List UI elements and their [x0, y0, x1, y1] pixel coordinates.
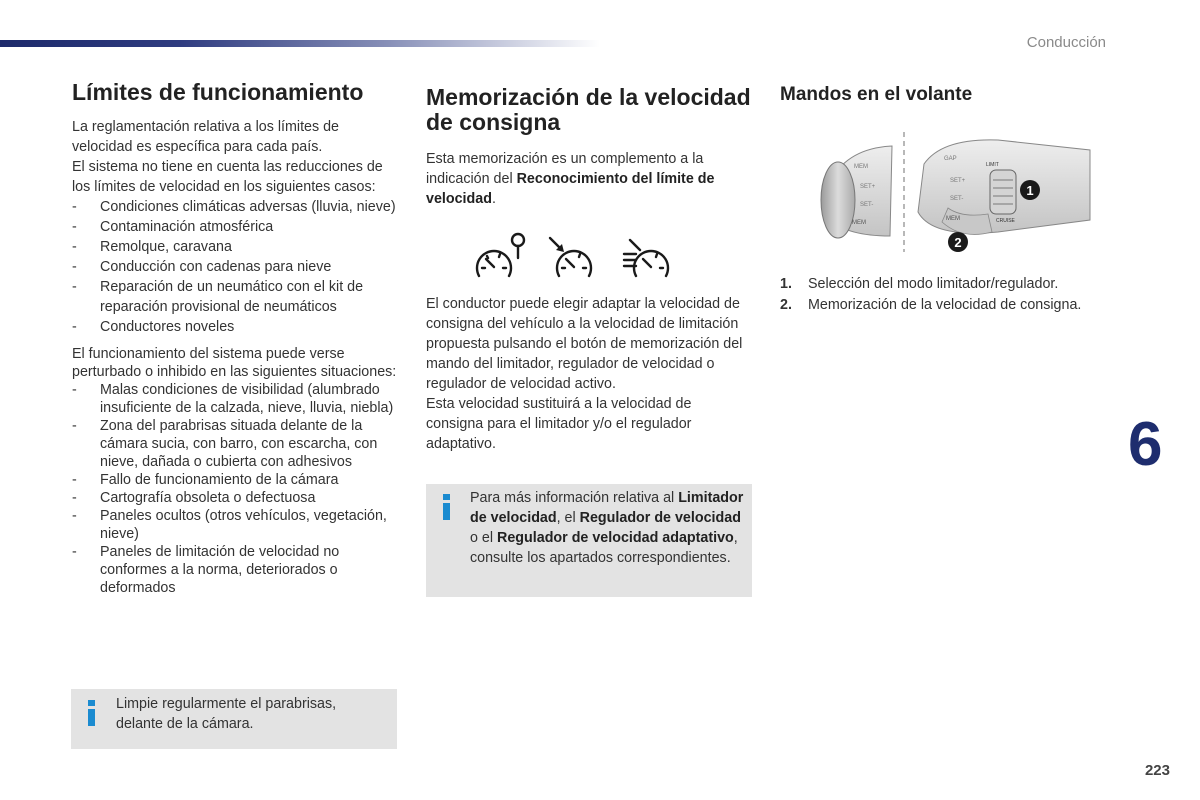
steering-controls-legend — [780, 274, 1120, 316]
list-item: - Zona del parabrisas situada delante de la cámara sucia, con barro, con escarcha, con nieve, dañada o cubierta con adhesivos — [72, 418, 378, 470]
label-gap: GAP — [944, 156, 957, 162]
heading-limits: Límites de funcionamiento — [72, 79, 364, 105]
paragraph-driver-choice: El conductor puede elegir adaptar la velocidad de consigna del vehículo a la velocidad de limitación propuesta pulsando el botón de memorización del mando del limitador, regulador de velocidad o regulador de velocidad activo. — [426, 296, 743, 392]
note-text: Limpie regularmente el parabrisas, delante de la cámara. — [116, 696, 337, 732]
paragraph-complement: Esta memorización es un complemento a la indicación del Reconocimiento del límite de velocidad. — [426, 151, 715, 207]
speed-limiter-icon — [477, 234, 524, 276]
paragraph-reductions: El sistema no tiene en cuenta las reducciones de los límites de velocidad en los siguientes casos: — [72, 159, 383, 195]
label-mem-bottom-left: MEM — [852, 220, 866, 226]
label-mem-left: MEM — [854, 164, 868, 170]
label-set-minus-left: SET- — [860, 202, 874, 208]
list-item: - Malas condiciones de visibilidad (alumbrado insuficiente de la calzada, nieve, lluvia, niebla) — [72, 382, 394, 416]
paragraph-regulation: La reglamentación relativa a los límites de velocidad es específica para cada país. — [72, 119, 340, 155]
heading-memorization: Memorización de la velocidad de consigna — [426, 84, 751, 135]
list-reduction-cases — [72, 197, 397, 337]
adaptive-cruise-control-icon — [624, 240, 668, 276]
list-disturbance-cases — [72, 381, 397, 597]
list-item: - Reparación de un neumático con el kit de reparación provisional de neumáticos — [72, 279, 364, 315]
list-item: - Conductores noveles — [72, 319, 235, 335]
label-mem-right: MEM — [946, 216, 960, 222]
svg-text:2: 2 — [954, 235, 962, 250]
note-box-windshield — [71, 689, 397, 749]
cruise-control-icon — [550, 238, 591, 276]
label-limit: LIMIT — [986, 162, 999, 168]
legend-item-1: 1. Selección del modo limitador/regulador. — [780, 276, 1059, 292]
header-gradient-bar — [0, 40, 600, 47]
list-item: - Remolque, caravana — [72, 239, 232, 255]
note-box-more-info — [426, 484, 752, 597]
note-text: Para más información relativa al Limitador de velocidad, el Regulador de velocidad o el Regulador de velocidad adaptativo, consulte los apartados correspondientes. — [470, 490, 744, 566]
legend-item-2: 2. Memorización de la velocidad de consigna. — [780, 297, 1082, 313]
column-steering-controls — [780, 80, 1120, 106]
section-title: Conducción — [1026, 34, 1106, 51]
label-set-plus-left: SET+ — [860, 184, 876, 190]
label-set-plus-right: SET+ — [950, 178, 966, 184]
callout-2 — [948, 232, 968, 252]
label-cruise: CRUISE — [996, 218, 1015, 224]
steering-wheel-controls-illustration — [812, 128, 1094, 254]
heading-steering-controls: Mandos en el volante — [780, 84, 973, 105]
list-item: - Condiciones climáticas adversas (lluvia, nieve) — [72, 199, 396, 215]
svg-text:1: 1 — [1026, 183, 1034, 198]
memorization-body — [426, 294, 752, 454]
list-item: - Paneles ocultos (otros vehículos, vegetación, nieve) — [72, 508, 387, 542]
list-item: - Conducción con cadenas para nieve — [72, 259, 332, 275]
paragraph-disturbances: El funcionamiento del sistema puede verse perturbado o inhibido en las siguientes situaciones: — [72, 346, 397, 380]
chapter-number: 6 — [1128, 410, 1163, 479]
speed-control-icons — [472, 232, 682, 282]
callout-1 — [1020, 180, 1040, 200]
list-item: - Fallo de funcionamiento de la cámara — [72, 472, 339, 488]
page-number: 223 — [1144, 762, 1170, 779]
column-memorization — [426, 80, 752, 209]
list-item: - Cartografía obsoleta o defectuosa — [72, 490, 316, 506]
column-limits — [72, 80, 397, 597]
info-icon — [86, 700, 96, 726]
paragraph-replace: Esta velocidad sustituirá a la velocidad de consigna para el limitador y/o el regulador adaptativo. — [426, 396, 692, 452]
list-item: - Contaminación atmosférica — [72, 219, 274, 235]
info-icon — [441, 494, 451, 520]
list-item: - Paneles de limitación de velocidad no conformes a la norma, deteriorados o deformados — [72, 544, 340, 596]
label-set-minus-right: SET- — [950, 196, 964, 202]
